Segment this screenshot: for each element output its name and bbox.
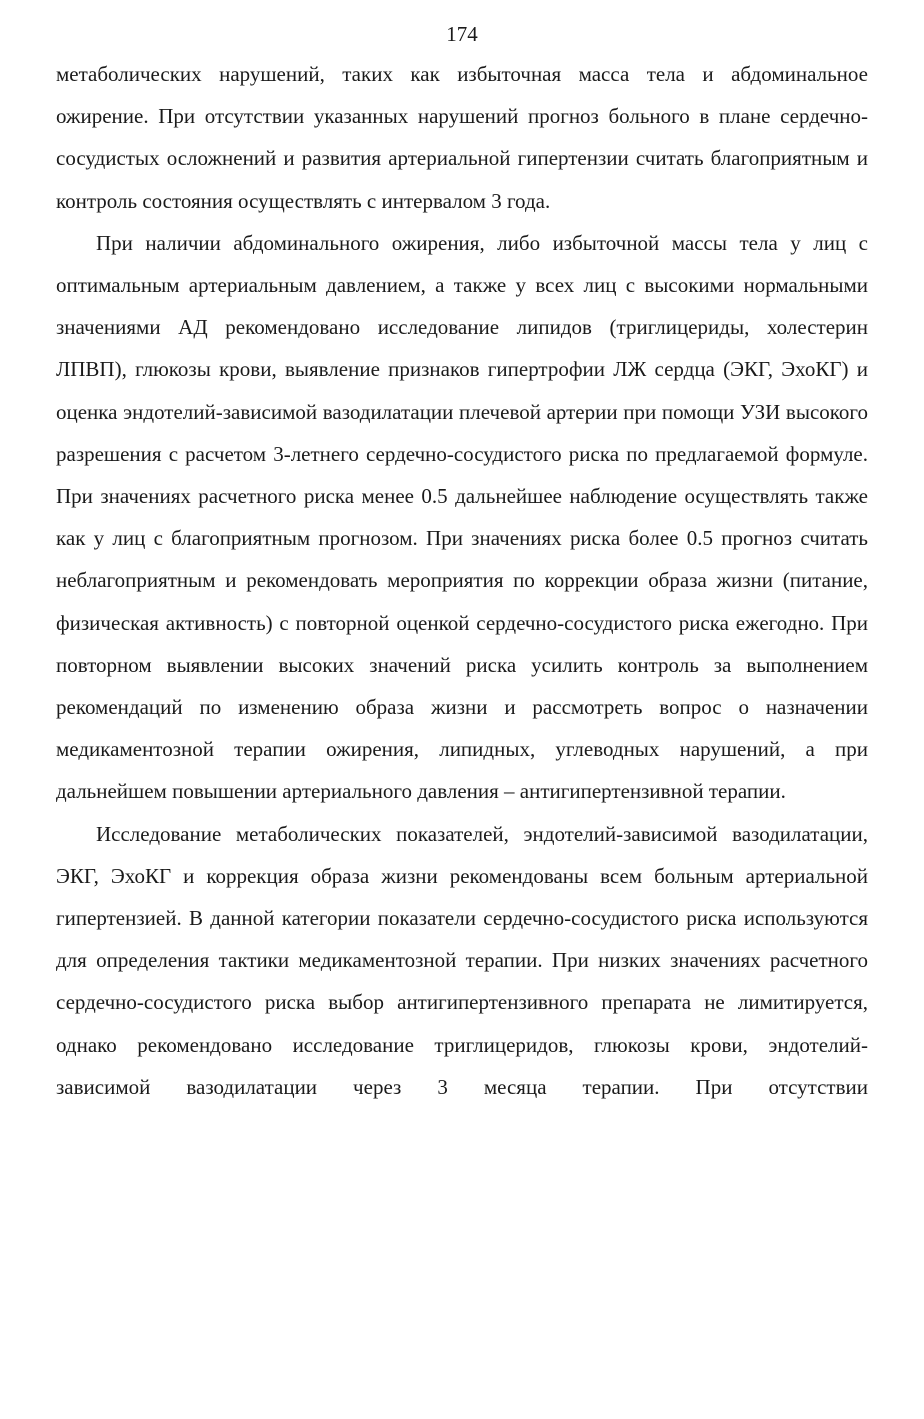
paragraph-3: Исследование метаболических показателей, эндотелий-зависимой вазодилатации, ЭКГ, ЭхоКГ и коррекция образа жизни рекомендованы всем больным артериальной гипертензией. В данной категории показатели сердечно-сосудистого риска используются для определения тактики медикаментозной терапии. При низких значениях расчетного сердечно-сосудистого риска выбор антигипертензивного препарата не лимитируется, однако рекомендовано исследование триглицеридов, глюкозы крови, эндотелий-зависимой вазодилатации через 3 месяца терапии. При отсутствии <box>56 821 868 1099</box>
text-body <box>56 53 868 1108</box>
paragraph-1: метаболических нарушений, таких как избыточная масса тела и абдоминальное ожирение. При отсутствии указанных нарушений прогноз больного в плане сердечно-сосудистых осложнений и развития артериальной гипертензии считать благоприятным и контроль состояния осуществлять с интервалом 3 года. <box>56 62 868 213</box>
paragraph-2: При наличии абдоминального ожирения, либо избыточной массы тела у лиц с оптимальным артериальным давлением, а также у всех лиц с высокими нормальными значениями АД рекомендовано исследование липидов (триглицериды, холестерин ЛПВП), глюкозы крови, выявление признаков гипертрофии ЛЖ сердца (ЭКГ, ЭхоКГ) и оценка эндотелий-зависимой вазодилатации плечевой артерии при помощи УЗИ высокого разрешения с расчетом 3-летнего сердечно-сосудистого риска по предлагаемой формуле. При значениях расчетного риска менее 0.5 дальнейшее наблюдение осуществлять также как у лиц с благоприятным прогнозом. При значениях риска более 0.5 прогноз считать неблагоприятным и рекомендовать мероприятия по коррекции образа жизни (питание, физическая активность) с повторной оценкой сердечно-сосудистого риска ежегодно. При повторном выявлении высоких значений риска усилить контроль за выполнением рекомендаций по изменению образа жизни и рассмотреть вопрос о назначении медикаментозной терапии ожирения, липидных, углеводных нарушений, а при дальнейшем повышении артериального давления – антигипертензивной терапии. <box>56 230 868 804</box>
page-number: 174 <box>446 22 478 46</box>
